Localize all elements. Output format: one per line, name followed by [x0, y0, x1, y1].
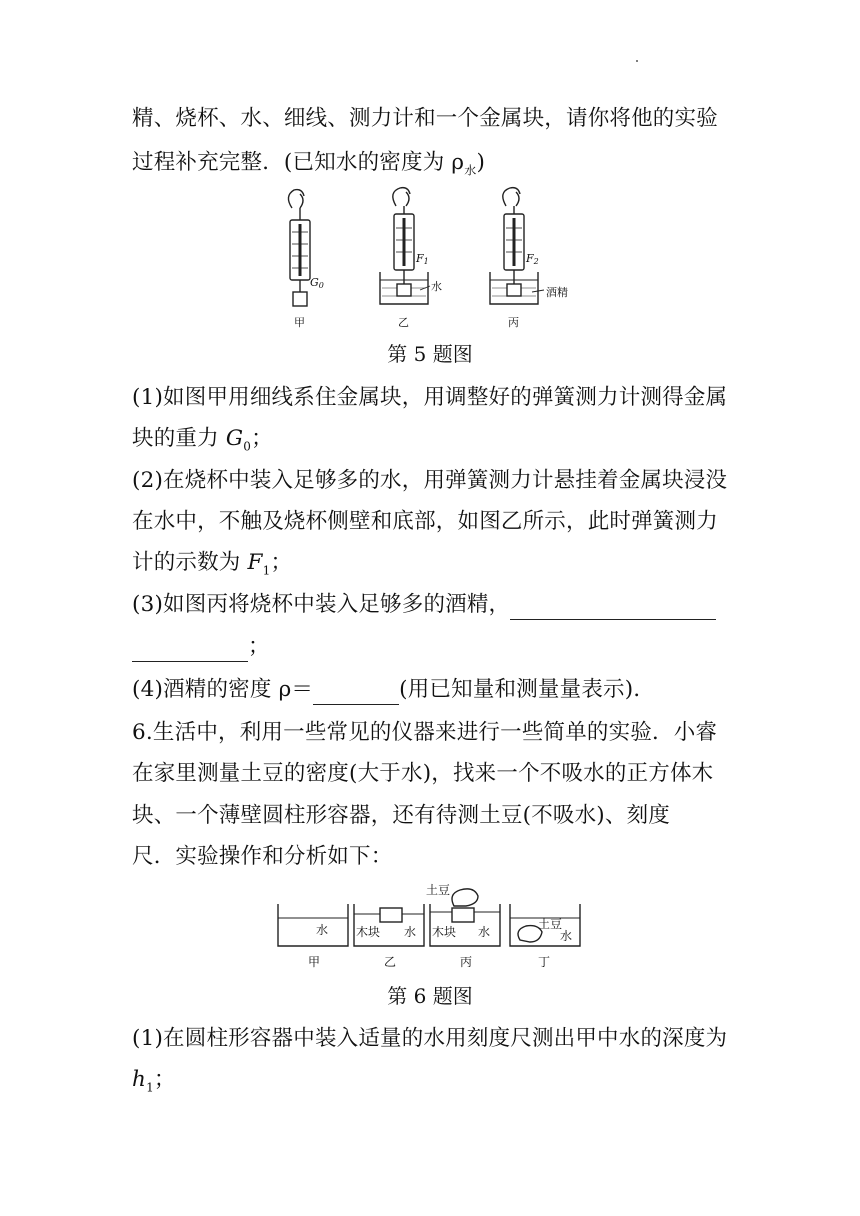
q5-step2-end: ； [270, 550, 293, 575]
label-water-jia: 水 [316, 923, 329, 937]
label-f2: F2 [526, 252, 539, 266]
sub-label-bing: 丙 [508, 316, 519, 329]
label-potato-bing: 土豆 [426, 883, 451, 897]
figure-6 [274, 880, 586, 970]
sub-label-yi-6: 乙 [384, 955, 397, 969]
metal-block-bing [507, 284, 521, 296]
sub-label-yi: 乙 [398, 316, 409, 329]
q5-step4 [132, 675, 655, 705]
q5-step1-line1: (1)如图甲用细线系住金属块，用调整好的弹簧测力计测得金属 [132, 385, 728, 410]
q5-step1-line2 [132, 424, 273, 461]
potato-bing [452, 889, 478, 906]
metal-block-jia [293, 292, 307, 306]
label-water: 水 [431, 280, 442, 293]
intro-line-1: 精、烧杯、水、细线、测力计和一个金属块，请你将他的实验 [132, 106, 718, 131]
var-g-subscript: 0 [243, 439, 252, 454]
label-water-bing: 水 [478, 925, 491, 939]
label-potato-ding: 土豆 [538, 917, 563, 931]
label-g0: G0 [310, 276, 324, 290]
sub-label-bing-6: 丙 [460, 955, 473, 969]
label-water-yi: 水 [404, 925, 417, 939]
q6-step1-end: ； [153, 1067, 176, 1092]
figure-6-drawing [274, 880, 586, 970]
metal-block-yi [397, 284, 411, 296]
wood-block-yi [380, 908, 402, 922]
q5-step1-end: ； [251, 426, 273, 451]
sub-label-jia: 甲 [294, 316, 305, 329]
q6-line3: 块、一个薄壁圆柱形容器，还有待测土豆(不吸水)、刻度 [132, 803, 670, 828]
var-f: F [247, 550, 263, 575]
label-wood-bing: 木块 [432, 925, 457, 939]
rho-water-subscript: 水 [464, 163, 477, 178]
wood-block-bing [452, 908, 474, 922]
sub-label-ding-6: 丁 [538, 955, 551, 969]
answer-blank-density[interactable] [313, 682, 399, 705]
q5-step4-text: (4)酒精的密度 ρ＝ [132, 677, 314, 702]
q5-step1-text: 块的重力 [132, 426, 226, 451]
q6-step1-line2 [132, 1065, 176, 1102]
q5-step2-line2: 在水中，不触及烧杯侧壁和底部，如图乙所示，此时弹簧测力 [132, 509, 718, 534]
figure-5-drawing [270, 186, 600, 334]
figure-5 [270, 186, 600, 334]
q5-step3-line1 [132, 590, 716, 620]
intro-line-2-close: ) [476, 150, 486, 175]
label-alcohol: 酒精 [546, 286, 568, 299]
q5-step3-text: (3)如图丙将烧杯中装入足够多的酒精， [132, 592, 511, 617]
q6-line4: 尺．实验操作和分析如下： [132, 844, 393, 869]
answer-blank-step3b[interactable] [132, 639, 248, 662]
intro-line-2-text: 过程补充完整．(已知水的密度为 ρ [132, 150, 465, 175]
q6-line1: 6.生活中，利用一些常见的仪器来进行一些简单的实验．小睿 [132, 720, 718, 745]
var-g: G [225, 426, 244, 451]
q5-step2-line1: (2)在烧杯中装入足够多的水，用弹簧测力计悬挂着金属块浸没 [132, 468, 728, 493]
label-f1: F1 [416, 252, 429, 266]
container-jia [278, 904, 348, 946]
q5-step3-line2 [132, 632, 270, 662]
q6-line2: 在家里测量土豆的密度(大于水)，找来一个不吸水的正方体木 [132, 761, 714, 786]
var-f-subscript: 1 [262, 563, 271, 578]
sub-label-jia-6: 甲 [308, 955, 321, 969]
q6-step1-line1: (1)在圆柱形容器中装入适量的水用刻度尺测出甲中水的深度为 [132, 1026, 728, 1051]
q5-step2-line3 [132, 548, 292, 585]
figure-5-caption: 第 5 题图 [387, 342, 473, 366]
figure-6-caption: 第 6 题图 [387, 984, 473, 1008]
label-water-ding: 水 [560, 929, 573, 943]
q5-step2-text: 计的示数为 [132, 550, 248, 575]
var-h: h [132, 1067, 147, 1092]
q5-step3-end: ； [248, 634, 270, 659]
intro-line-2 [132, 148, 485, 185]
q5-step4-end: (用已知量和测量量表示)． [399, 677, 656, 702]
label-wood-yi: 木块 [356, 925, 381, 939]
var-h-subscript: 1 [146, 1080, 154, 1095]
answer-blank-step3a[interactable] [510, 597, 716, 620]
page-mark [636, 60, 638, 62]
